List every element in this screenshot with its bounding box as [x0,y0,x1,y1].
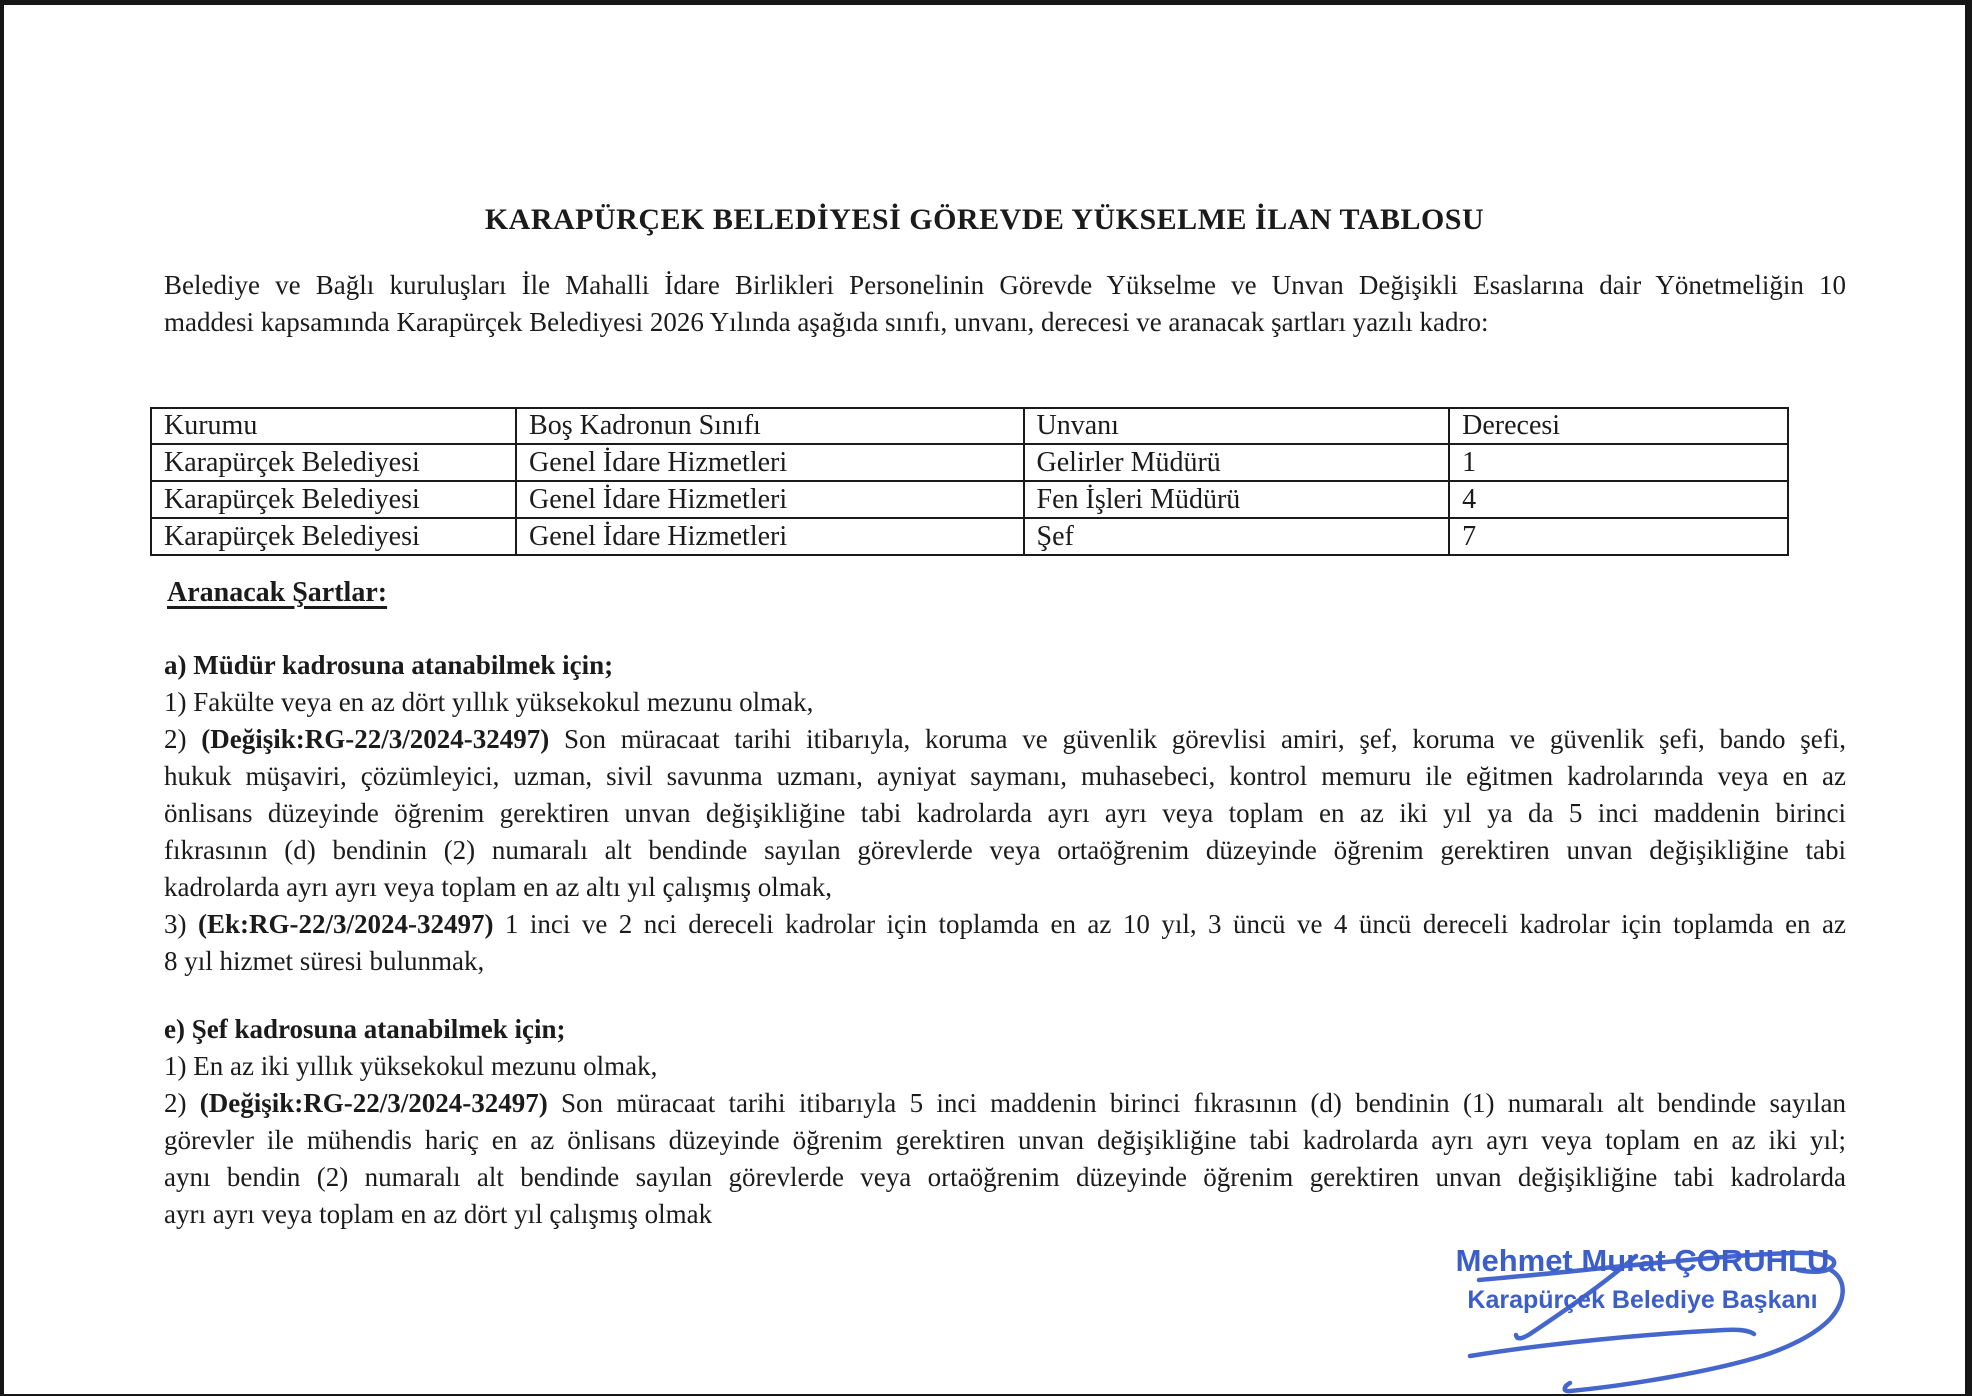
text-line: ayrı ayrı veya toplam en az dört yıl çalışmış olmak [164,1199,713,1229]
text-line: Belediye ve Bağlı kuruluşları İle Mahalli İdare Birlikleri Personelinin Görevde Yükselme ve Unvan Değişikli Esaslarına dair Yönetmeliğin 10 [164,270,1846,300]
table-cell: 1 [1449,444,1788,481]
table-header-cell: Unvanı [1024,408,1450,444]
section-title: e) Şef kadrosuna atanabilmek için; [164,1014,566,1044]
text-line: 3) (Ek:RG-22/3/2024-32497) 1 inci ve 2 nci dereceli kadrolar için toplamda en az 10 yıl, 3 üncü ve 4 üncü dereceli kadrolar için toplamda en az [164,909,1846,939]
table-cell: 7 [1449,518,1788,555]
table-cell: Genel İdare Hizmetleri [516,444,1023,481]
text-line: önlisans düzeyinde öğrenim gerektiren unvan değişikliğine tabi kadrolarda ayrı ayrı veya toplam en az iki yıl ya da 5 inci maddenin birinci [164,798,1846,828]
table-cell: Gelirler Müdürü [1024,444,1450,481]
section-title: a) Müdür kadrosuna atanabilmek için; [164,650,614,680]
text-line: 8 yıl hizmet süresi bulunmak, [164,946,485,976]
table-cell: Genel İdare Hizmetleri [516,518,1023,555]
table-header-row [151,408,1788,444]
text-line: aynı bendin (2) numaralı alt bendinde sayılan görevlerde veya ortaöğrenim düzeyinde öğrenim gerektiren unvan değişikliğine tabi kadrolarda [164,1162,1846,1192]
table-cell: Karapürçek Belediyesi [151,481,516,518]
signature-stroke [1516,1256,1636,1338]
text-line: 2) (Değişik:RG-22/3/2024-32497) Son müracaat tarihi itibarıyla, koruma ve güvenlik görevlisi amiri, şef, koruma ve güvenlik şefi, bando şefi, [164,724,1846,754]
document-title: KARAPÜRÇEK BELEDİYESİ GÖREVDE YÜKSELME İLAN TABLOSU [484,203,1485,236]
table-row [151,444,1788,481]
text-line: 1) Fakülte veya en az dört yıllık yüksekokul mezunu olmak, [164,687,814,717]
intro-paragraph [164,267,1846,341]
table-cell: Karapürçek Belediyesi [151,444,516,481]
text-line: 1) En az iki yıllık yüksekokul mezunu olmak, [164,1051,658,1081]
table-cell: 4 [1449,481,1788,518]
text-line: kadrolarda ayrı ayrı veya toplam en az altı yıl çalışmış olmak, [164,872,833,902]
text-line: görevler ile mühendis hariç en az önlisans düzeyinde öğrenim gerektiren unvan değişikliğine tabi kadrolarda ayrı ayrı veya toplam en az iki yıl; [164,1125,1846,1155]
requirements-sections [164,647,1846,1233]
signature-stroke [1479,1253,1834,1280]
table-cell: Genel İdare Hizmetleri [516,481,1023,518]
requirements-heading: Aranacak Şartlar: [167,577,388,608]
table-header-cell: Boş Kadronun Sınıfı [516,408,1023,444]
text-line: hukuk müşaviri, çözümleyici, uzman, sivil savunma uzmanı, ayniyat saymanı, muhasebeci, kontrol memuru ile eğitmen kadrolarında veya en az [164,761,1846,791]
table-cell: Karapürçek Belediyesi [151,518,516,555]
text-line: fıkrasının (d) bendinin (2) numaralı alt bendinde sayılan görevlerde veya ortaöğrenim düzeyinde öğrenim gerektiren unvan değişikliğine tabi [164,835,1846,865]
text-line: 2) (Değişik:RG-22/3/2024-32497) Son müracaat tarihi itibarıyla 5 inci maddenin birinci fıkrasının (d) bendinin (1) numaralı alt bendinde sayılan [164,1088,1846,1118]
table-cell: Şef [1024,518,1450,555]
signature-stroke [1470,1330,1754,1356]
signature-block [1384,1230,1864,1396]
table-header-cell: Kurumu [151,408,516,444]
signatory-name: Mehmet Murat ÇORUHLU [1455,1243,1830,1278]
table-cell: Fen İşleri Müdürü [1024,481,1450,518]
text-line: maddesi kapsamında Karapürçek Belediyesi 2026 Yılında aşağıda sınıfı, unvanı, derecesi ve aranacak şartları yazılı kadro: [164,307,1489,337]
signatory-title: Karapürçek Belediye Başkanı [1467,1286,1818,1314]
table-row [151,518,1788,555]
table-row [151,481,1788,518]
table-header-cell: Derecesi [1449,408,1788,444]
signature-ink [1384,1230,1864,1396]
section-gap [164,980,1846,1011]
vacant-positions-table [150,407,1789,556]
